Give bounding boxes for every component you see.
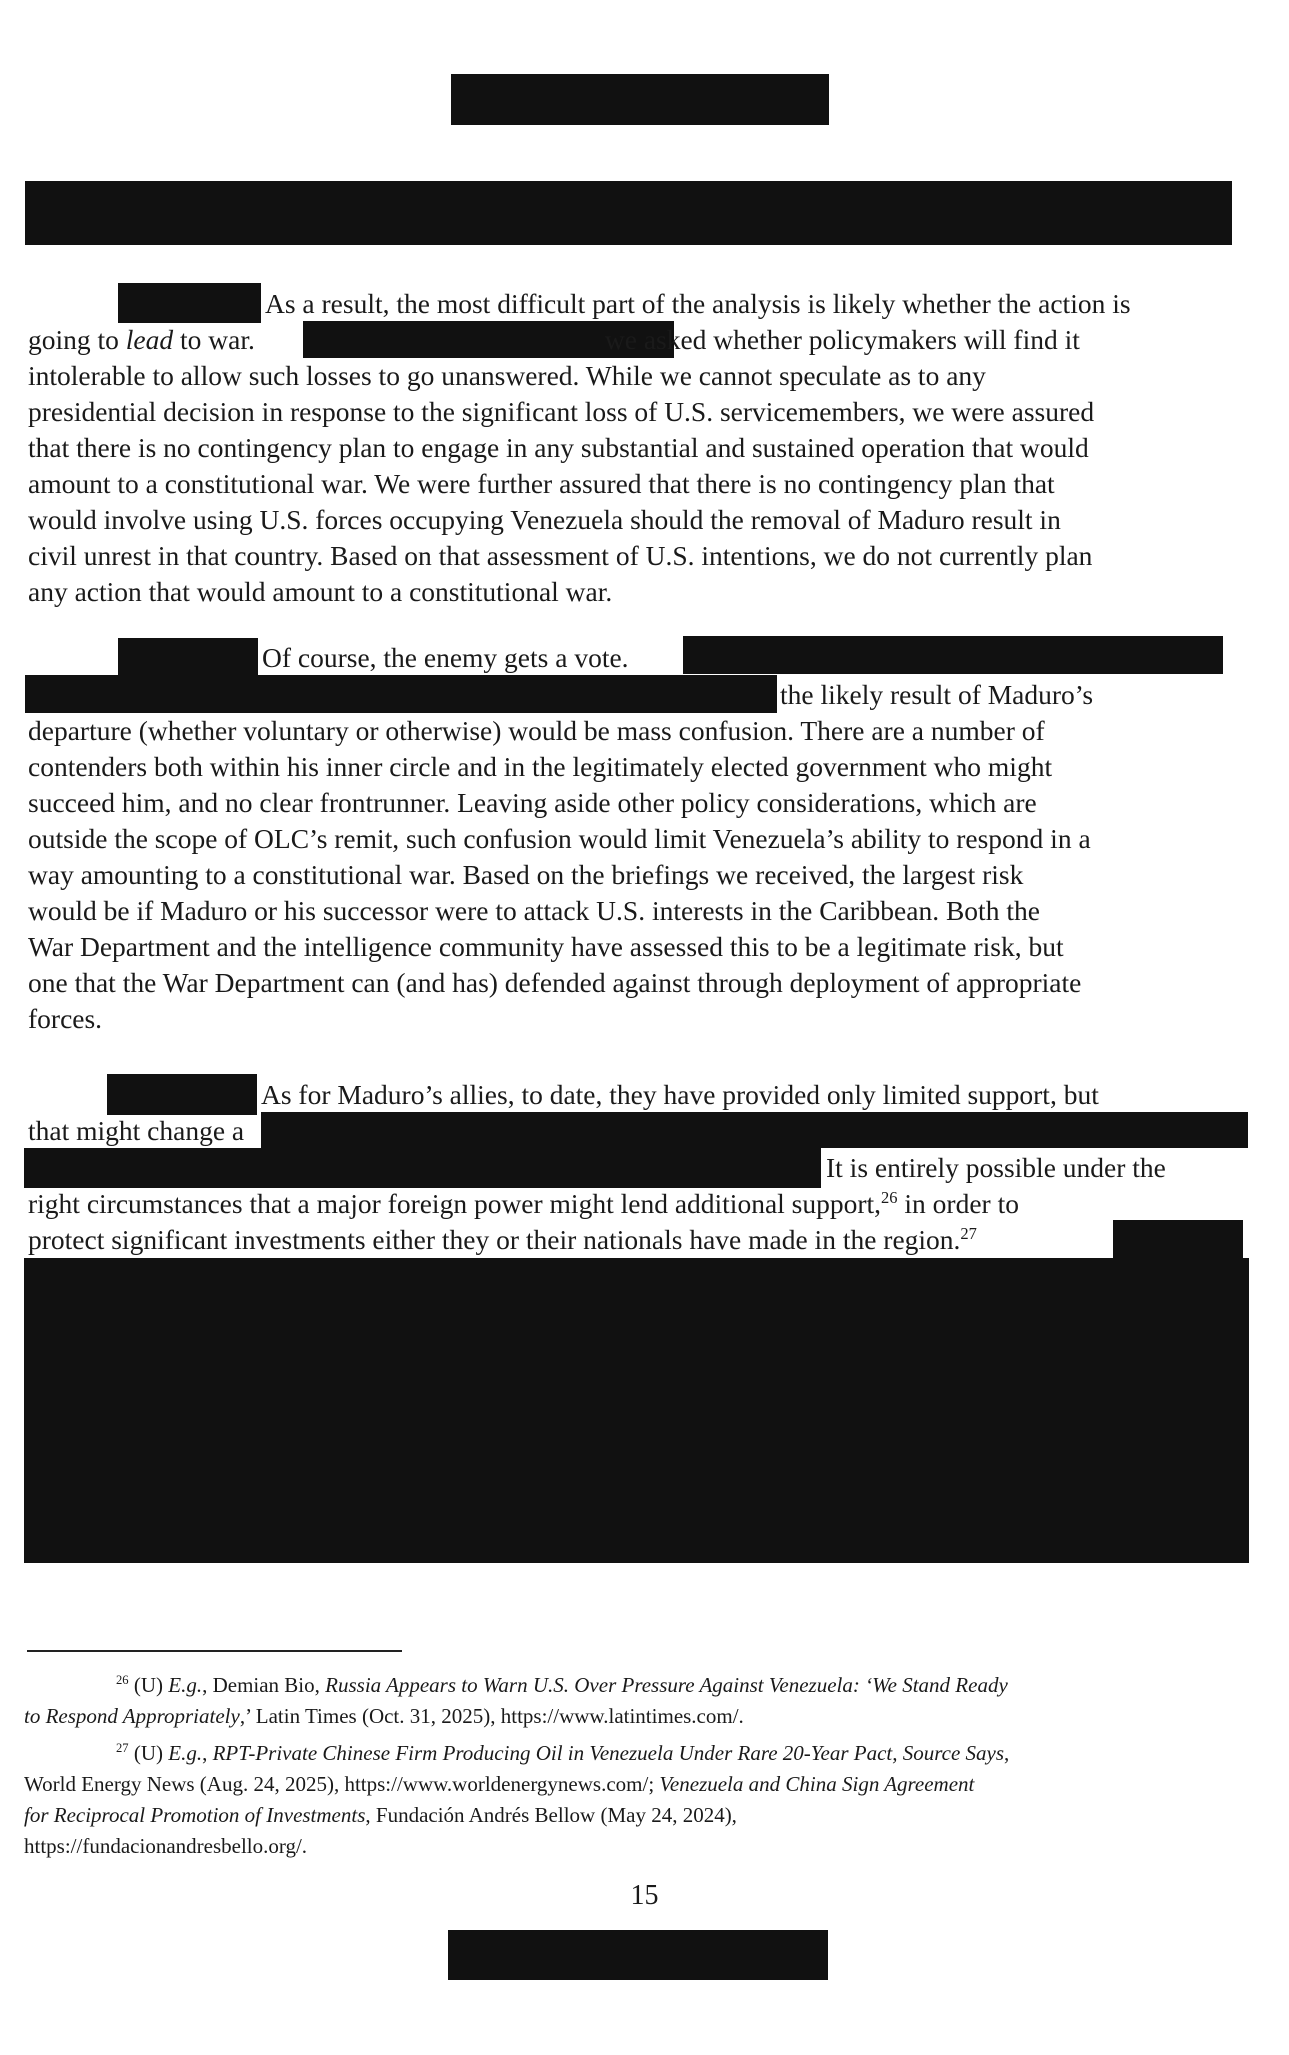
p2-line-5: succeed him, and no clear frontrunner. Leaving aside other policy considerations, which are <box>28 787 1037 818</box>
p3-line-4-tail: in order to <box>904 1188 1019 1219</box>
fn27-line-2 <box>24 1769 974 1800</box>
fn27-comma: , <box>1004 1741 1010 1765</box>
redaction-top-bar <box>25 181 1232 245</box>
footnote-ref-27[interactable]: 27 <box>960 1223 977 1243</box>
p1-line-9: any action that would amount to a constitutional war. <box>28 576 613 607</box>
footnote-ref-26[interactable]: 26 <box>881 1187 898 1207</box>
p1-line-3: intolerable to allow such losses to go unanswered. While we cannot speculate as to any <box>28 360 986 391</box>
fn26-title-b: to Respond Appropriately <box>24 1704 240 1728</box>
p2-line-6: outside the scope of OLC’s remit, such confusion would limit Venezuela’s ability to respond in a <box>28 823 1091 854</box>
p3-line-4 <box>28 1186 1019 1222</box>
fn27-eg: E.g. <box>168 1741 203 1765</box>
fn27-number: 27 <box>116 1741 129 1755</box>
p3-line-3: It is entirely possible under the <box>826 1152 1166 1183</box>
fn26-eg: E.g. <box>168 1673 203 1697</box>
p1-line-8: civil unrest in that country. Based on that assessment of U.S. intentions, we do not currently plan <box>28 540 1093 571</box>
redaction-p3-inline-a <box>261 1112 1248 1148</box>
redaction-p2-inline-b <box>25 675 777 713</box>
redaction-large-block <box>24 1258 1249 1563</box>
p3-line-1: As for Maduro’s allies, to date, they have provided only limited support, but <box>261 1079 1099 1110</box>
p3-line-5-text: protect significant investments either they or their nationals have made in the region. <box>28 1224 961 1255</box>
fn27-title-a: RPT-Private Chinese Firm Producing Oil in Venezuela Under Rare 20-Year Pact, Source Says <box>212 1741 1005 1765</box>
fn27-url: https://fundacionandresbello.org/. <box>24 1834 308 1858</box>
footnote-separator <box>27 1650 402 1652</box>
p2-line-11: forces. <box>28 1003 103 1034</box>
redaction-footer <box>448 1930 828 1980</box>
p3-line-4-text: right circumstances that a major foreign power might lend additional support, <box>28 1188 882 1219</box>
fn26-line-2 <box>24 1701 744 1732</box>
p2-line-9: War Department and the intelligence community have assessed this to be a legitimate risk, but <box>28 931 1064 962</box>
redaction-p2-inline-a <box>683 636 1223 674</box>
p2-line-3: departure (whether voluntary or otherwise) would be mass confusion. There are a number of <box>28 715 1045 746</box>
p2-line-8: would be if Maduro or his successor were to attack U.S. interests in the Caribbean. Both the <box>28 895 1040 926</box>
page-number: 15 <box>630 1880 659 1911</box>
fn26-source: ,’ Latin Times (Oct. 31, 2025), https://www.latintimes.com/. <box>239 1704 744 1728</box>
fn27-line-4 <box>24 1831 307 1862</box>
redaction-p1-marking <box>118 283 261 323</box>
fn26-number: 26 <box>116 1673 129 1687</box>
p2-line-4: contenders both within his inner circle and in the legitimately elected government who might <box>28 751 1053 782</box>
fn26-title-a: Russia Appears to Warn U.S. Over Pressure Against Venezuela: ‘We Stand Ready <box>325 1673 1008 1697</box>
redaction-header <box>451 74 829 125</box>
fn27-source-b: , Fundación Andrés Bellow (May 24, 2024), <box>365 1803 737 1827</box>
p3-line-2: that might change a <box>28 1115 245 1146</box>
redaction-p2-marking <box>118 638 258 678</box>
p2-line-10: one that the War Department can (and has) defended against through deployment of appropriate <box>28 967 1082 998</box>
redaction-p3-inline-b <box>24 1148 821 1188</box>
p1-line-2-emphasis: lead <box>125 324 174 355</box>
fn26-author: , Demian Bio, <box>202 1673 326 1697</box>
fn27-prefix: (U) <box>133 1741 169 1765</box>
p1-line-2-continued: we asked whether policymakers will find it <box>604 324 1080 355</box>
fn27-sep: , <box>202 1741 213 1765</box>
fn27-title-c: for Reciprocal Promotion of Investments <box>24 1803 366 1827</box>
p1-line-1: As a result, the most difficult part of the analysis is likely whether the action is <box>265 288 1131 319</box>
p2-line-2: the likely result of Maduro’s <box>780 679 1094 710</box>
fn27-source-a: World Energy News (Aug. 24, 2025), https://www.worldenergynews.com/; <box>24 1772 660 1796</box>
p1-line-5: that there is no contingency plan to engage in any substantial and sustained operation that would <box>28 432 1089 463</box>
fn26-line-1 <box>116 1670 1008 1701</box>
p1-line-2-suffix: to war. <box>173 324 255 355</box>
p1-line-4: presidential decision in response to the significant loss of U.S. servicemembers, we were assured <box>28 396 1095 427</box>
fn27-line-3 <box>24 1800 737 1831</box>
redaction-p3-tail <box>1113 1220 1243 1260</box>
redaction-p3-marking <box>107 1074 257 1115</box>
fn26-prefix: (U) <box>133 1673 169 1697</box>
p1-line-2 <box>28 322 1080 358</box>
p3-line-5 <box>28 1222 977 1258</box>
p1-line-2-prefix: going to <box>28 324 126 355</box>
fn27-title-b: Venezuela and China Sign Agreement <box>659 1772 975 1796</box>
p2-line-7: way amounting to a constitutional war. Based on the briefings we received, the largest risk <box>28 859 1024 890</box>
fn27-line-1 <box>116 1738 1009 1769</box>
p1-line-6: amount to a constitutional war. We were further assured that there is no contingency plan that <box>28 468 1055 499</box>
p1-line-7: would involve using U.S. forces occupying Venezuela should the removal of Maduro result in <box>28 504 1061 535</box>
p2-line-1: Of course, the enemy gets a vote. <box>262 642 629 673</box>
